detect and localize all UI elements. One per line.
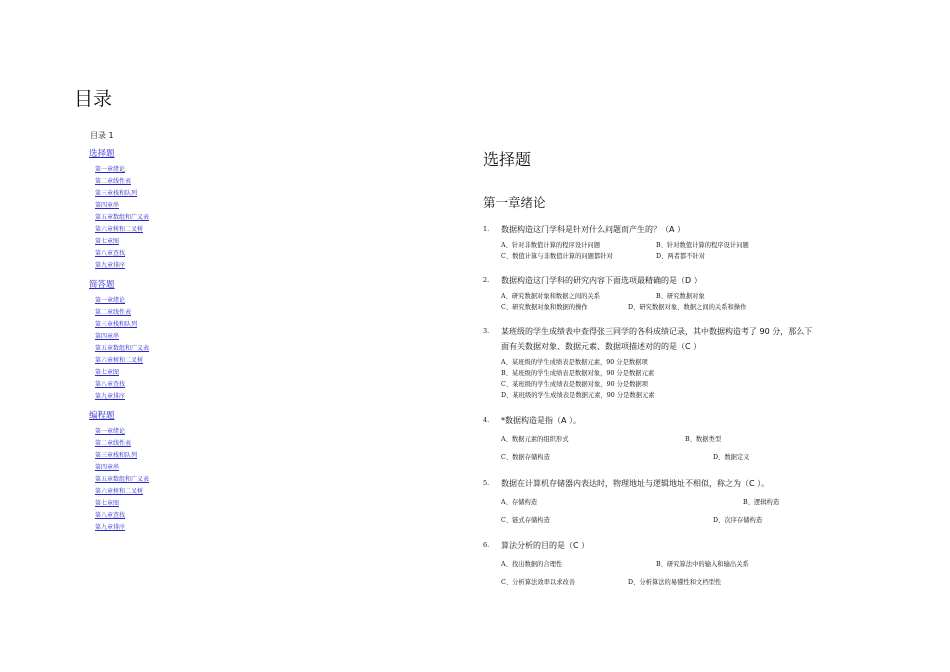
question-stem [483, 538, 878, 553]
question-text: 数据构造这门学科是针对什么问题而产生的？（A ） [501, 225, 686, 234]
option-b: B、逻辑构造 [743, 499, 780, 506]
toc-link-chapter-2[interactable]: 第二章线性表 [95, 440, 132, 447]
option-c: C、数值计算与非数值计算的问题都针对 [501, 253, 613, 260]
toc-link-chapter-7[interactable]: 第七章图 [95, 369, 120, 376]
option-b: B、研究数据对象 [656, 293, 705, 300]
question-3 [483, 324, 878, 401]
option-d: D、研究数据对象、数据之间的关系和操作 [628, 304, 747, 311]
question-text: 数据在计算机存储器内表达时，物理地址与逻辑地址不相似，称之为（C ）。 [501, 479, 770, 488]
question-stem [483, 273, 878, 288]
option-c: C、研究数据对象和数据的操作 [501, 304, 588, 311]
toc-link-chapter-3[interactable]: 第三章栈和队列 [95, 321, 138, 328]
toc-link-chapter-8[interactable]: 第八章查找 [95, 512, 126, 519]
toc-link-chapter-5[interactable]: 第五章数组和广义表 [95, 214, 150, 221]
toc-link-chapter-7[interactable]: 第七章图 [95, 238, 120, 245]
toc-link-chapter-6[interactable]: 第六章树和二叉树 [95, 488, 144, 495]
option-d: D、两者都不针对 [656, 253, 706, 260]
option-b: B、数据类型 [685, 436, 722, 443]
question-number: 6. [483, 541, 490, 549]
question-text-line-2: 面有关数据对象、数据元素、数据项描述对的的是（C ） [501, 342, 702, 351]
toc-link-chapter-5[interactable]: 第五章数组和广义表 [95, 476, 150, 483]
question-2 [483, 273, 878, 313]
toc-link-chapter-9[interactable]: 第九章排序 [95, 393, 126, 400]
toc-link-chapter-4[interactable]: 第四章串 [95, 333, 120, 340]
toc-link-chapter-4[interactable]: 第四章串 [95, 464, 120, 471]
option-a: A、存储构造 [501, 499, 538, 506]
option-a: A、数据元素的组织形式 [501, 436, 569, 443]
question-text-line-1: 某班级的学生成绩表中查得张三同学的各科成绩记录，其中数据构造考了 90 分，那么下 [501, 327, 813, 336]
question-number: 1. [483, 225, 490, 233]
toc-link-chapter-3[interactable]: 第三章栈和队列 [95, 190, 138, 197]
toc-heading: 目录 [74, 88, 113, 110]
toc-section-programming [89, 409, 149, 534]
question-number: 4. [483, 416, 490, 424]
option-a: A、研究数据对象和数据之间的关系 [501, 293, 601, 300]
question-number: 5. [483, 479, 490, 487]
option-list [501, 431, 878, 467]
option-c: C、分析算法效率以求改善 [501, 579, 576, 586]
toc-link-choice[interactable]: 选择题 [89, 149, 115, 159]
toc-link-chapter-8[interactable]: 第八章查找 [95, 381, 126, 388]
toc-link-short-answer[interactable]: 简答题 [89, 280, 115, 290]
toc-list [89, 147, 149, 540]
option-c: C、链式存储构造 [501, 517, 550, 524]
toc-section-short-answer [89, 278, 149, 403]
toc-link-chapter-2[interactable]: 第二章线性表 [95, 178, 132, 185]
content-page [475, 0, 950, 672]
toc-link-chapter-5[interactable]: 第五章数组和广义表 [95, 345, 150, 352]
option-list [501, 291, 878, 313]
option-list [501, 240, 878, 262]
question-4 [483, 413, 878, 467]
question-6 [483, 538, 878, 592]
option-b: B、研究算法中的输入和输出关系 [656, 561, 749, 568]
toc-link-chapter-3[interactable]: 第三章栈和队列 [95, 452, 138, 459]
toc-link-programming[interactable]: 编程题 [89, 411, 115, 421]
option-a: A、找出数据的合理性 [501, 561, 563, 568]
option-c: C、数据存储构造 [501, 454, 550, 461]
toc-link-chapter-9[interactable]: 第九章排序 [95, 262, 126, 269]
question-number: 2. [483, 276, 490, 284]
toc-section-choice [89, 147, 149, 272]
toc-link-chapter-6[interactable]: 第六章树和二叉树 [95, 357, 144, 364]
toc-link-chapter-7[interactable]: 第七章图 [95, 500, 120, 507]
toc-link-chapter-8[interactable]: 第八章查找 [95, 250, 126, 257]
question-stem [483, 413, 878, 428]
option-b: B、针对数值计算的程序设计问题 [656, 242, 749, 249]
option-c: C、某班级的学生成绩表是数据对象，90 分是数据项 [501, 381, 649, 388]
option-d: D、某班级的学生成绩表是数据元素，90 分是数据元素 [501, 392, 655, 399]
option-list [501, 357, 878, 401]
question-stem [483, 324, 878, 354]
toc-link-chapter-1[interactable]: 第一章绪论 [95, 428, 126, 435]
option-d: D、数据定义 [713, 454, 750, 461]
toc-link-chapter-2[interactable]: 第二章线性表 [95, 309, 132, 316]
option-a: A、某班级的学生成绩表是数据元素，90 分是数据项 [501, 359, 648, 366]
toc-link-chapter-1[interactable]: 第一章绪论 [95, 297, 126, 304]
question-1 [483, 222, 878, 262]
question-stem [483, 222, 878, 237]
toc-link-chapter-4[interactable]: 第四章串 [95, 202, 120, 209]
toc-link-chapter-9[interactable]: 第九章排序 [95, 524, 126, 531]
option-a: A、针对非数值计算的程序设计问题 [501, 242, 601, 249]
toc-link-chapter-1[interactable]: 第一章绪论 [95, 166, 126, 173]
option-b: B、某班级的学生成绩表是数据对象，90 分是数据元素 [501, 370, 655, 377]
option-list [501, 494, 878, 530]
question-stem [483, 476, 878, 491]
chapter-title: 第一章绪论 [483, 195, 546, 210]
question-5 [483, 476, 878, 530]
option-list [501, 556, 878, 592]
toc-link-chapter-6[interactable]: 第六章树和二叉树 [95, 226, 144, 233]
option-d: D、分析算法的易懂性和文档型性 [628, 579, 722, 586]
section-title: 选择题 [483, 150, 532, 169]
question-text: *数据构造是指（A ）。 [501, 416, 582, 425]
option-d: D、次序存储构造 [713, 517, 763, 524]
question-number: 3. [483, 327, 490, 335]
question-text: 数据构造这门学科的研究内容下面选项最精确的是（D ） [501, 276, 702, 285]
question-text: 算法分析的目的是（C ） [501, 541, 590, 550]
toc-subheading: 目录 1 [90, 131, 114, 140]
